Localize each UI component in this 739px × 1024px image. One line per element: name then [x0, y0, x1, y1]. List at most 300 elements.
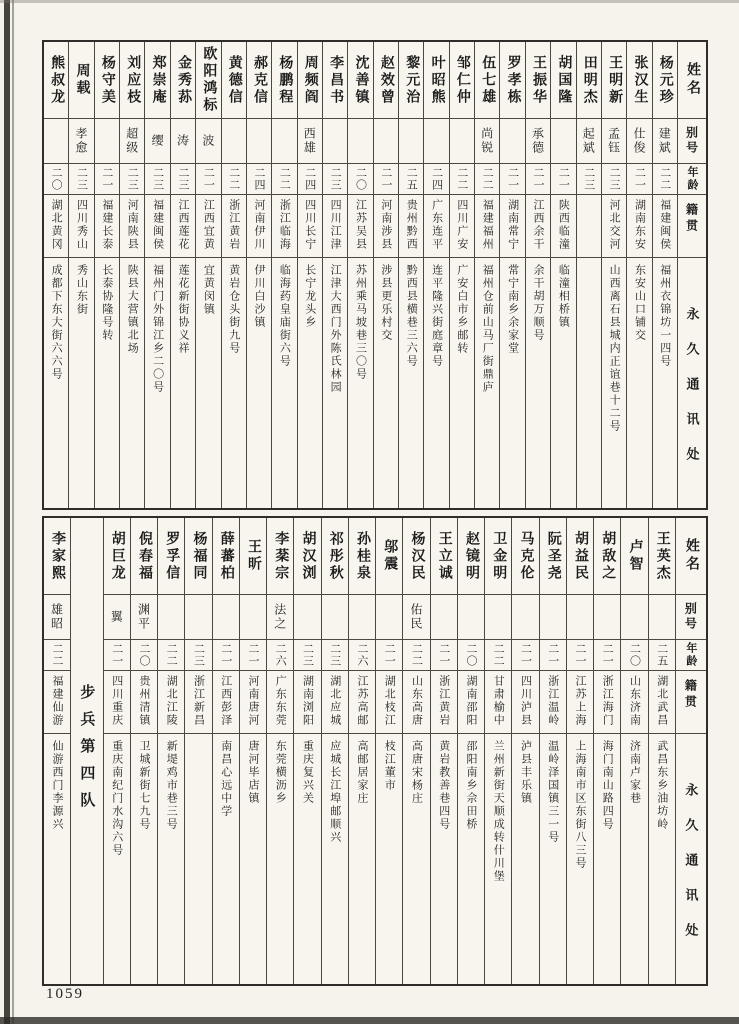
unit-label-cell — [71, 518, 102, 984]
age-cell-text: 二二 — [165, 643, 178, 667]
alias-cell — [500, 118, 524, 163]
address-cell-text: 仙游西门李源兴 — [50, 740, 63, 831]
name-cell-text: 黄德信 — [226, 54, 242, 106]
age-cell-text: 二三 — [151, 167, 164, 191]
alias-cell — [348, 118, 372, 163]
name-cell-text: 李昌书 — [328, 54, 344, 106]
address-cell-text: 高邮居家庄 — [355, 740, 368, 805]
address-cell-text: 枝江董市 — [383, 740, 396, 792]
address-cell — [653, 257, 677, 508]
native-place-cell — [577, 194, 601, 257]
age-cell-text: 二六 — [274, 643, 287, 667]
address-cell — [298, 257, 322, 508]
alias-cell-text: 翼 — [109, 610, 124, 624]
age-cell — [298, 163, 322, 194]
alias-cell — [158, 594, 184, 639]
age-cell — [374, 163, 398, 194]
page-number: 1059 — [46, 986, 84, 1002]
alias-cell — [458, 594, 484, 639]
name-cell — [602, 42, 626, 118]
name-cell-text: 伍七雄 — [480, 54, 496, 106]
age-cell — [267, 639, 293, 670]
scan-gutter-line — [12, 0, 14, 1024]
address-cell-text: 重庆南纪门水沟六号 — [110, 740, 123, 857]
roster-entry-column — [157, 518, 184, 984]
native-place-cell-text: 江苏吴县 — [354, 199, 367, 251]
address-cell — [376, 733, 402, 984]
alias-cell-text: 建斌 — [657, 127, 672, 155]
native-place-cell-text: 四川江津 — [329, 199, 342, 251]
address-cell — [69, 257, 93, 508]
age-cell — [540, 639, 566, 670]
address-cell-text: 卫城新街七九号 — [137, 740, 150, 831]
age-cell-text: 二一 — [246, 643, 259, 667]
age-cell — [458, 639, 484, 670]
alias-cell — [577, 118, 601, 163]
alias-cell — [649, 594, 675, 639]
age-cell-text: 二六 — [355, 643, 368, 667]
name-cell — [294, 518, 320, 594]
address-cell-text: 福州仓前山马厂街鼎庐 — [481, 264, 494, 394]
native-place-cell-text: 贵州黔西 — [405, 199, 418, 251]
native-place-cell-text: 福建仙游 — [50, 675, 63, 727]
alias-cell — [185, 594, 211, 639]
name-cell-text: 王明新 — [607, 54, 623, 106]
age-cell — [349, 639, 375, 670]
native-place-cell-text: 四川重庆 — [110, 675, 123, 727]
age-cell — [222, 163, 246, 194]
age-cell-text: 二一 — [219, 643, 232, 667]
address-cell — [349, 733, 375, 984]
name-cell-text: 周频阎 — [302, 54, 318, 106]
header-name-cell — [678, 42, 706, 118]
unit-label-text: 步兵第四队 — [78, 683, 95, 819]
unit-label-column — [70, 518, 102, 984]
age-cell — [649, 639, 675, 670]
name-cell — [424, 42, 448, 118]
native-place-cell-text: 湖南常宁 — [506, 199, 519, 251]
age-cell — [44, 163, 68, 194]
address-cell — [185, 733, 211, 984]
header-name-cell-text: 姓名 — [684, 62, 700, 98]
address-cell-text: 陕县大营镇北场 — [126, 264, 139, 355]
name-cell — [450, 42, 474, 118]
name-cell — [104, 518, 130, 594]
age-cell — [512, 639, 538, 670]
address-cell — [458, 733, 484, 984]
roster-entry-column — [373, 42, 398, 508]
age-cell-text: 二一 — [100, 167, 113, 191]
name-cell — [458, 518, 484, 594]
native-place-cell — [196, 194, 220, 257]
name-cell — [120, 42, 144, 118]
age-cell — [272, 163, 296, 194]
age-cell-text: 二〇 — [137, 643, 150, 667]
name-cell-text: 胡国隆 — [556, 54, 572, 106]
age-cell — [240, 639, 266, 670]
roster-entry-column — [144, 42, 169, 508]
age-cell-text: 二一 — [557, 167, 570, 191]
age-cell — [322, 639, 348, 670]
alias-cell — [399, 118, 423, 163]
name-cell — [222, 42, 246, 118]
address-cell-text: 黔西县横巷三六号 — [405, 264, 418, 368]
age-cell-text: 二三 — [126, 167, 139, 191]
name-cell-text: 罗孝栋 — [505, 54, 521, 106]
name-cell — [475, 42, 499, 118]
roster-entry-column — [119, 42, 144, 508]
alias-cell — [104, 594, 130, 639]
roster-entry-column — [576, 42, 601, 508]
roster-entry-column — [398, 42, 423, 508]
address-cell-text: 长宁龙头乡 — [303, 264, 316, 329]
address-cell — [131, 733, 157, 984]
roster-entry-column — [170, 42, 195, 508]
address-cell — [399, 257, 423, 508]
native-place-cell — [267, 670, 293, 733]
age-cell — [185, 639, 211, 670]
age-cell-text: 二一 — [601, 643, 614, 667]
age-cell-text: 二三 — [328, 643, 341, 667]
header-alias-cell-text: 别号 — [683, 602, 698, 632]
address-cell — [577, 257, 601, 508]
address-cell-text: 长泰协隆号转 — [100, 264, 113, 342]
address-cell-text: 海门南山路四号 — [601, 740, 614, 831]
name-cell — [44, 518, 70, 594]
age-cell-text: 二二 — [492, 643, 505, 667]
native-place-cell — [649, 670, 675, 733]
alias-cell-text: 承德 — [530, 127, 545, 155]
alias-cell — [485, 594, 511, 639]
native-place-cell — [294, 670, 320, 733]
name-cell — [540, 518, 566, 594]
name-cell — [621, 518, 647, 594]
name-cell-text: 胡汉浏 — [300, 530, 316, 582]
roster-entry-column — [539, 518, 566, 984]
native-place-cell-text: 江西余干 — [532, 199, 544, 251]
name-cell — [267, 518, 293, 594]
alias-cell-text: 起斌 — [581, 127, 596, 155]
native-place-cell-text: 湖南邵阳 — [464, 675, 477, 727]
name-cell-text: 胡益民 — [572, 530, 588, 582]
name-cell — [627, 42, 651, 118]
address-cell — [540, 733, 566, 984]
age-cell-text: 二一 — [110, 643, 123, 667]
name-cell — [567, 518, 593, 594]
age-cell-text: 二三 — [192, 643, 205, 667]
native-place-cell-text: 浙江黄岩 — [437, 675, 450, 727]
roster-entry-column — [474, 42, 499, 508]
address-cell — [450, 257, 474, 508]
roster-entry-column — [347, 42, 372, 508]
address-cell — [649, 733, 675, 984]
age-cell — [627, 163, 651, 194]
alias-cell-text: 孟钰 — [606, 127, 621, 155]
address-cell-text: 余干胡万顺号 — [532, 264, 544, 342]
native-place-cell-text: 湖南东安 — [633, 199, 646, 251]
age-cell-text: 二五 — [655, 643, 668, 667]
header-age-cell-text: 年龄 — [685, 166, 698, 192]
age-cell-text: 二〇 — [354, 167, 367, 191]
alias-cell — [450, 118, 474, 163]
header-address-cell-text: 永久通讯处 — [684, 306, 700, 482]
native-place-cell — [458, 670, 484, 733]
address-cell — [594, 733, 620, 984]
native-place-cell — [403, 670, 429, 733]
age-cell — [526, 163, 550, 194]
native-place-cell-text: 湖南浏阳 — [301, 675, 314, 727]
native-place-cell — [376, 670, 402, 733]
native-place-cell — [551, 194, 575, 257]
age-cell — [602, 163, 626, 194]
address-cell-text: 应城长江埠邮顺兴 — [328, 740, 341, 844]
age-cell — [403, 639, 429, 670]
name-cell — [577, 42, 601, 118]
alias-cell-text: 法之 — [272, 603, 287, 631]
address-cell — [500, 257, 524, 508]
alias-cell — [424, 118, 448, 163]
age-cell-text: 二一 — [519, 643, 532, 667]
header-age-cell-text: 年龄 — [684, 642, 697, 668]
header-alias-cell-text: 别号 — [684, 126, 699, 156]
address-cell — [222, 257, 246, 508]
header-alias-cell — [676, 594, 706, 639]
name-cell — [323, 42, 347, 118]
age-cell — [376, 639, 402, 670]
address-cell — [403, 733, 429, 984]
native-place-cell — [653, 194, 677, 257]
name-cell-text: 张汉生 — [632, 54, 648, 106]
address-cell-text: 宜黄闵镇 — [202, 264, 215, 316]
age-cell-text: 二一 — [546, 643, 559, 667]
age-cell-text: 二二 — [658, 167, 671, 191]
address-cell-text: 南昌心远中学 — [219, 740, 232, 818]
address-cell — [44, 257, 68, 508]
alias-cell — [131, 594, 157, 639]
age-cell — [577, 163, 601, 194]
address-cell-text: 伊川白沙镇 — [253, 264, 266, 329]
name-cell — [44, 42, 68, 118]
alias-cell — [349, 594, 375, 639]
age-cell — [348, 163, 372, 194]
roster-entry-column — [402, 518, 429, 984]
native-place-cell — [540, 670, 566, 733]
name-cell — [594, 518, 620, 594]
address-cell — [348, 257, 372, 508]
name-cell-text: 阮圣尧 — [545, 530, 561, 582]
roster-entry-column — [212, 518, 239, 984]
address-cell — [240, 733, 266, 984]
roster-entry-column — [550, 42, 575, 508]
address-cell-text: 兰州新街天顺成转什川堡 — [492, 740, 505, 883]
native-place-cell-text: 湖北应城 — [328, 675, 341, 727]
native-place-cell — [450, 194, 474, 257]
alias-cell-text: 孝愈 — [74, 127, 89, 155]
name-cell — [131, 518, 157, 594]
native-place-cell-text: 江西彭泽 — [219, 675, 232, 727]
native-place-cell-text: 陕西临潼 — [557, 199, 570, 251]
roster-entry-column — [68, 42, 93, 508]
name-cell-text: 祁彤秋 — [327, 530, 343, 582]
name-cell — [240, 518, 266, 594]
alias-cell — [323, 118, 347, 163]
name-cell — [431, 518, 457, 594]
roster-entry-column — [184, 518, 211, 984]
native-place-cell — [485, 670, 511, 733]
roster-entry-column — [566, 518, 593, 984]
age-cell — [431, 639, 457, 670]
address-cell-text: 武昌东乡油坊岭 — [655, 740, 668, 831]
address-cell-text: 苏州乘马坡巷三〇号 — [354, 264, 367, 381]
name-cell — [500, 42, 524, 118]
native-place-cell-text: 山东高唐 — [410, 675, 423, 727]
roster-entry-column — [44, 42, 68, 508]
name-cell-text: 田明杰 — [581, 54, 597, 106]
address-cell-text: 高唐宋杨庄 — [410, 740, 423, 805]
address-cell — [95, 257, 119, 508]
age-cell-text: 二二 — [50, 643, 63, 667]
age-cell — [196, 163, 220, 194]
header-column — [675, 518, 706, 984]
alias-cell — [298, 118, 322, 163]
native-place-cell-text: 福建闽侯 — [658, 199, 671, 251]
roster-entry-column — [499, 42, 524, 508]
alias-cell — [294, 594, 320, 639]
address-cell-text: 东莞横沥乡 — [274, 740, 287, 805]
name-cell — [653, 42, 677, 118]
header-alias-cell — [678, 118, 706, 163]
age-cell-text: 二一 — [506, 167, 519, 191]
address-cell — [374, 257, 398, 508]
native-place-cell — [104, 670, 130, 733]
roster-entry-column — [652, 42, 677, 508]
name-cell — [158, 518, 184, 594]
address-cell — [322, 733, 348, 984]
name-cell-text: 王英杰 — [654, 530, 670, 582]
age-cell-text: 二三 — [329, 167, 342, 191]
native-place-cell-text: 四川泸县 — [519, 675, 532, 727]
age-cell — [551, 163, 575, 194]
native-place-cell — [213, 670, 239, 733]
address-cell-text: 涉县更乐村交 — [379, 264, 392, 342]
age-cell-text: 二二 — [455, 167, 468, 191]
name-cell-text: 罗孚信 — [164, 530, 180, 582]
name-cell-text: 胡巨龙 — [109, 530, 125, 582]
address-cell-text: 温岭泽国镇三一号 — [546, 740, 559, 844]
roster-entry-column — [511, 518, 538, 984]
age-cell-text: 二三 — [608, 167, 621, 191]
roster-entry-column — [348, 518, 375, 984]
address-cell-text: 莲花新街协义祥 — [176, 264, 189, 355]
native-place-cell — [424, 194, 448, 257]
age-cell — [69, 163, 93, 194]
age-cell — [294, 639, 320, 670]
name-cell — [145, 42, 169, 118]
address-cell-text: 连平隆兴街庭章号 — [430, 264, 443, 368]
roster-entry-column — [423, 42, 448, 508]
age-cell-text: 二一 — [383, 643, 396, 667]
address-cell — [44, 733, 70, 984]
age-cell — [500, 163, 524, 194]
alias-cell — [594, 594, 620, 639]
alias-cell-text: 仕俊 — [631, 127, 646, 155]
name-cell-text: 杨元珍 — [657, 54, 673, 106]
name-cell-text: 邹仁仲 — [454, 54, 470, 106]
roster-entry-column — [593, 518, 620, 984]
header-address-cell-text: 永久通讯处 — [683, 782, 699, 958]
alias-cell — [120, 118, 144, 163]
address-cell-text: 福州衣锦坊一四号 — [658, 264, 671, 368]
name-cell — [649, 518, 675, 594]
native-place-cell-text: 甘肃榆中 — [492, 675, 505, 727]
header-native-place-cell — [678, 194, 706, 257]
native-place-cell — [322, 670, 348, 733]
alias-cell — [247, 118, 271, 163]
alias-cell-text: 涛 — [175, 134, 190, 148]
name-cell-text: 郑崇庵 — [150, 54, 166, 106]
roster-entry-column — [449, 42, 474, 508]
age-cell-text: 二一 — [573, 643, 586, 667]
address-cell-text: 黄岩仓头街九号 — [227, 264, 240, 355]
name-cell-text: 王昕 — [245, 539, 261, 573]
address-cell — [526, 257, 550, 508]
alias-cell — [551, 118, 575, 163]
roster-entry-column — [221, 42, 246, 508]
name-cell — [349, 518, 375, 594]
alias-cell — [69, 118, 93, 163]
name-cell-text: 孙桂泉 — [354, 530, 370, 582]
native-place-cell — [240, 670, 266, 733]
native-place-cell-text: 浙江海门 — [601, 675, 614, 727]
age-cell — [158, 639, 184, 670]
native-place-cell-text: 浙江温岭 — [546, 675, 559, 727]
name-cell-text: 薛蕃柏 — [218, 530, 234, 582]
address-cell-text: 邵阳南乡佘田桥 — [464, 740, 477, 831]
name-cell-text: 王立诚 — [436, 530, 452, 582]
alias-cell-text: 超级 — [124, 127, 139, 155]
header-native-place-cell-text: 籍贯 — [684, 203, 699, 235]
header-column — [677, 42, 706, 508]
name-cell — [485, 518, 511, 594]
native-place-cell-text: 四川广安 — [455, 199, 468, 251]
age-cell — [213, 639, 239, 670]
native-place-cell — [247, 194, 271, 257]
address-cell-text: 黄岩教善巷四号 — [437, 740, 450, 831]
roster-entry-column — [525, 42, 550, 508]
roster-entry-column — [103, 518, 130, 984]
name-cell-text: 熊叔龙 — [49, 54, 65, 106]
native-place-cell — [131, 670, 157, 733]
name-cell — [247, 42, 271, 118]
name-cell — [403, 518, 429, 594]
address-cell — [272, 257, 296, 508]
age-cell-text: 二二 — [278, 167, 291, 191]
address-cell — [196, 257, 220, 508]
native-place-cell — [171, 194, 195, 257]
native-place-cell — [526, 194, 550, 257]
name-cell-text: 叶昭熊 — [429, 54, 445, 106]
age-cell-text: 二四 — [303, 167, 316, 191]
native-place-cell — [500, 194, 524, 257]
native-place-cell-text: 广东连平 — [430, 199, 443, 251]
native-place-cell-text: 福建长泰 — [100, 199, 113, 251]
age-cell-text: 二五 — [405, 167, 418, 191]
alias-cell — [322, 594, 348, 639]
native-place-cell — [621, 670, 647, 733]
address-cell-text: 临海药皇庙街六号 — [278, 264, 291, 368]
address-cell — [627, 257, 651, 508]
age-cell-text: 二三 — [176, 167, 189, 191]
